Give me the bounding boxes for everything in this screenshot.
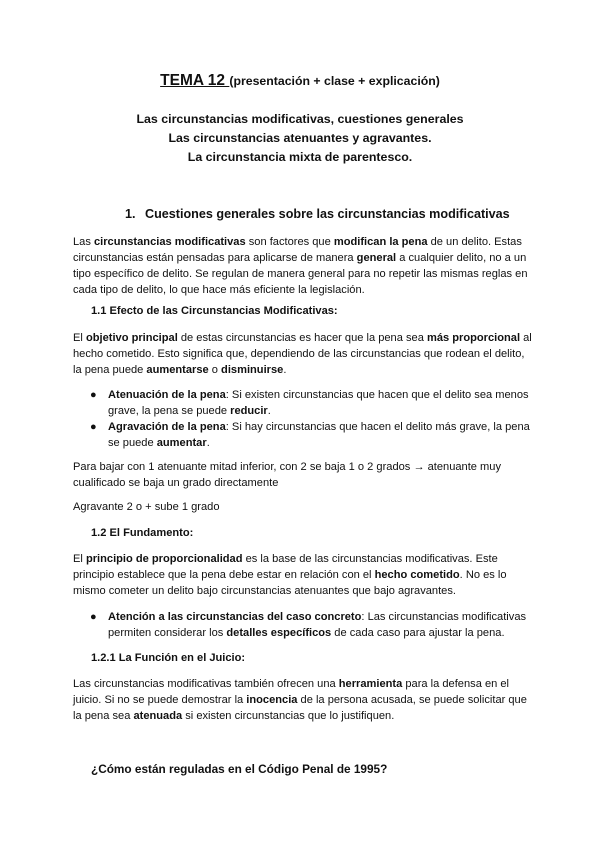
text-run: . No es lo mismo cometer un delito bajo circunstancias atenuantes que bajo agravantes. <box>73 569 507 597</box>
bullet-icon: ● <box>90 611 97 623</box>
section-number: 1. <box>125 207 136 221</box>
subtitle-line: Las circunstancias atenuantes y agravantes. <box>168 131 432 145</box>
text-run: son factores que <box>245 236 334 248</box>
text-run: de un delito. Estas circunstancias están pensadas para aplicarse de manera <box>73 236 522 264</box>
list-item <box>90 387 530 419</box>
text-run: para la defensa en el juicio. Si no se puede demostrar la <box>73 678 509 706</box>
subtitle-line: La circunstancia mixta de parentesco. <box>187 150 413 164</box>
list-item <box>90 609 530 641</box>
text-run: si existen circunstancias que lo justifiquen. <box>182 710 395 722</box>
bold-run: modifican la pena <box>333 236 428 248</box>
juicio-paragraph <box>73 676 533 724</box>
text-run: de cada caso para ajustar la pena. <box>331 627 505 639</box>
subsection-1-1-heading: 1.1 Efecto de las Circunstancias Modificativas: <box>91 305 338 317</box>
bold-run: objetivo principal <box>85 332 178 344</box>
bold-run: atenuada <box>133 710 183 722</box>
text-run: . <box>267 405 271 417</box>
question-heading: ¿Cómo están reguladas en el Código Penal de 1995? <box>91 762 388 776</box>
bold-run: aumentar <box>156 437 207 449</box>
bullet-icon: ● <box>90 389 97 401</box>
title-main: TEMA 12 <box>160 72 230 89</box>
subtitle-line: Las circunstancias modificativas, cuestiones generales <box>136 112 464 126</box>
text-run: El <box>73 332 86 344</box>
subtitle-block <box>0 110 600 167</box>
fundamento-paragraph <box>73 551 533 599</box>
list-item <box>90 419 530 451</box>
bold-run: herramienta <box>338 678 403 690</box>
fundamento-bullet-list <box>90 609 530 641</box>
bold-run: Atención a las circunstancias del caso concreto <box>108 611 362 623</box>
text-run: de la persona acusada, se puede solicitar que la pena sea <box>73 694 527 722</box>
text-run: : Si hay circunstancias que hacen el delito más grave, la pena se puede <box>108 421 530 449</box>
text-run: El <box>73 553 86 565</box>
section-heading-text: Cuestiones generales sobre las circunstancias modificativas <box>145 207 510 221</box>
effects-bullet-list <box>90 387 530 451</box>
text-run: al hecho cometido. Esto significa que, dependiendo de las circunstancias que rodean el delito, la pena puede <box>73 332 532 376</box>
bold-run: más proporcional <box>426 332 521 344</box>
subsection-1-2-heading: 1.2 El Fundamento: <box>91 527 194 539</box>
bold-run: reducir <box>230 405 268 417</box>
text-run: de estas circunstancias es hacer que la pena sea <box>177 332 427 344</box>
note-paragraph: Agravante 2 o + sube 1 grado <box>73 501 220 513</box>
text-run: Las circunstancias modificativas también ofrecen una <box>73 678 339 690</box>
text-run: : Las circunstancias modificativas permiten considerar los <box>108 611 527 639</box>
bold-run: Atenuación de la pena <box>108 389 226 401</box>
text-run: . <box>283 364 287 376</box>
bold-run: disminuirse <box>221 364 284 376</box>
document-title <box>0 72 600 90</box>
bold-run: hecho cometido <box>374 569 460 581</box>
bullet-icon: ● <box>90 421 97 433</box>
text-run: a cualquier delito, no a un tipo específico de delito. Se regulan de manera general para no repetir las mismas reglas en cada tipo de delito, lo que hace más eficiente la legislación. <box>73 252 528 296</box>
bold-run: aumentarse <box>146 364 209 376</box>
objetivo-paragraph <box>73 330 533 378</box>
bold-run: circunstancias modificativas <box>93 236 246 248</box>
text-run: Las <box>73 236 94 248</box>
note-paragraph: Para bajar con 1 atenuante mitad inferior, con 2 se baja 1 o 2 grados → atenuante muy cualificado se baja un grado directamente <box>73 461 501 489</box>
text-run: . <box>206 437 210 449</box>
bold-run: Agravación de la pena <box>108 421 226 433</box>
intro-paragraph <box>73 234 533 298</box>
bold-run: inocencia <box>246 694 298 706</box>
text-run: es la base de las circunstancias modificativas. Este principio establece que la pena debe estar en relación con el <box>73 553 498 581</box>
text-run: : Si existen circunstancias que hacen que el delito sea menos grave, la pena se puede <box>108 389 529 417</box>
section-1-heading <box>125 207 510 221</box>
bold-run: detalles específicos <box>226 627 332 639</box>
text-run: o <box>208 364 222 376</box>
title-parenthetical: (presentación + clase + explicación) <box>229 74 440 88</box>
subsection-1-2-1-heading: 1.2.1 La Función en el Juicio: <box>91 652 246 664</box>
bold-run: principio de proporcionalidad <box>85 553 243 565</box>
bold-run: general <box>356 252 397 264</box>
